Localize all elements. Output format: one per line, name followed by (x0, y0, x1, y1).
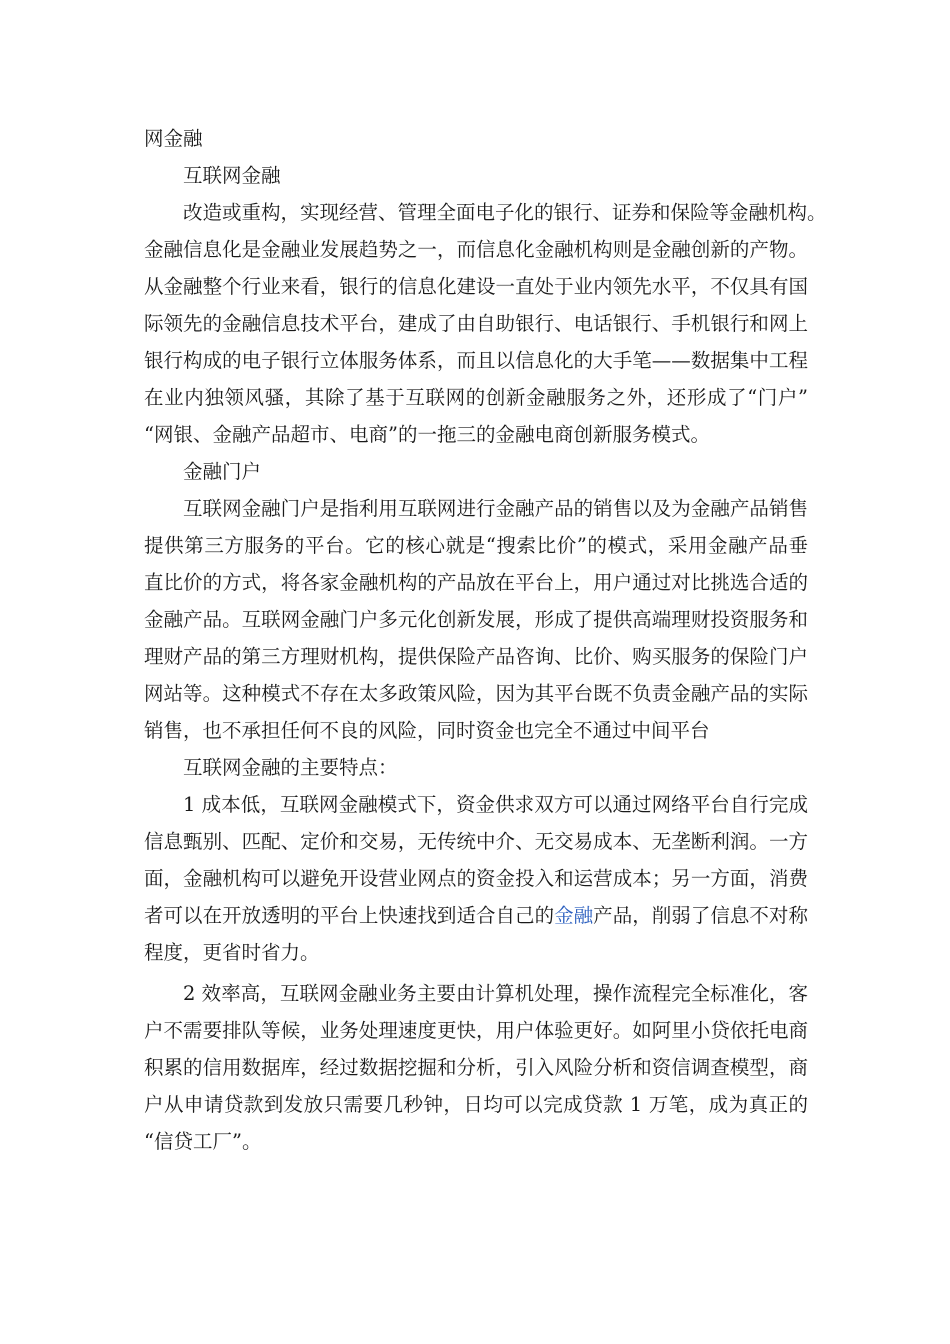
paragraph-line: 户从申请贷款到发放只需要几秒钟，日均可以完成贷款 1 万笔，成为真正的 (144, 1093, 808, 1116)
paragraph-line: 改造或重构，实现经营、管理全面电子化的银行、证券和保险等金融机构。 (183, 201, 827, 224)
paragraph-line: 金融产品。互联网金融门户多元化创新发展，形成了提供高端理财投资服务和 (144, 608, 808, 631)
paragraph-line: 2 效率高，互联网金融业务主要由计算机处理，操作流程完全标准化，客 (183, 982, 808, 1005)
paragraph-line: 直比价的方式，将各家金融机构的产品放在平台上，用户通过对比挑选合适的 (144, 571, 808, 594)
paragraph-line: “信贷工厂”。 (144, 1130, 262, 1153)
paragraph-line: 1 成本低，互联网金融模式下，资金供求双方可以通过网络平台自行完成 (183, 793, 808, 816)
doc-title: 网金融 (144, 127, 203, 150)
paragraph-line: 从金融整个行业来看，银行的信息化建设一直处于业内领先水平，不仅具有国 (144, 275, 808, 298)
paragraph-line: “网银、金融产品超市、电商”的一拖三的金融电商创新服务模式。 (144, 423, 710, 446)
section-heading: 互联网金融 (183, 164, 281, 187)
paragraph-line (144, 897, 808, 934)
document-page (144, 120, 827, 1160)
paragraph-line: 提供第三方服务的平台。它的核心就是“搜索比价”的模式，采用金融产品垂 (144, 534, 808, 557)
paragraph-line: 金融信息化是金融业发展趋势之一，而信息化金融机构则是金融创新的产物。 (144, 238, 808, 261)
paragraph-line: 程度，更省时省力。 (144, 941, 320, 964)
paragraph-text: 产品，削弱了信息不对称 (593, 904, 808, 927)
paragraph-line: 在业内独领风骚，其除了基于互联网的创新金融服务之外，还形成了“门户” (144, 386, 808, 409)
section-heading: 互联网金融的主要特点： (183, 756, 398, 779)
section-heading: 金融门户 (183, 460, 262, 483)
paragraph-line: 积累的信用数据库，经过数据挖掘和分析，引入风险分析和资信调查模型，商 (144, 1056, 808, 1079)
paragraph-line: 户不需要排队等候，业务处理速度更快，用户体验更好。如阿里小贷依托电商 (144, 1019, 808, 1042)
paragraph-line: 互联网金融门户是指利用互联网进行金融产品的销售以及为金融产品销售 (183, 497, 808, 520)
paragraph-line: 际领先的金融信息技术平台，建成了由自助银行、电话银行、手机银行和网上 (144, 312, 808, 335)
paragraph-line: 销售，也不承担任何不良的风险，同时资金也完全不通过中间平台 (144, 719, 710, 742)
paragraph-line: 信息甄别、匹配、定价和交易，无传统中介、无交易成本、无垄断利润。一方 (144, 830, 808, 853)
finance-link[interactable]: 金融 (554, 904, 594, 927)
paragraph-text: 者可以在开放透明的平台上快速找到适合自己的 (144, 904, 555, 927)
paragraph-line: 面，金融机构可以避免开设营业网点的资金投入和运营成本；另一方面，消费 (144, 867, 808, 890)
paragraph-line: 银行构成的电子银行立体服务体系，而且以信息化的大手笔——数据集中工程 (144, 349, 808, 372)
paragraph-line: 网站等。这种模式不存在太多政策风险，因为其平台既不负责金融产品的实际 (144, 682, 808, 705)
paragraph-line: 理财产品的第三方理财机构，提供保险产品咨询、比价、购买服务的保险门户 (144, 645, 808, 668)
